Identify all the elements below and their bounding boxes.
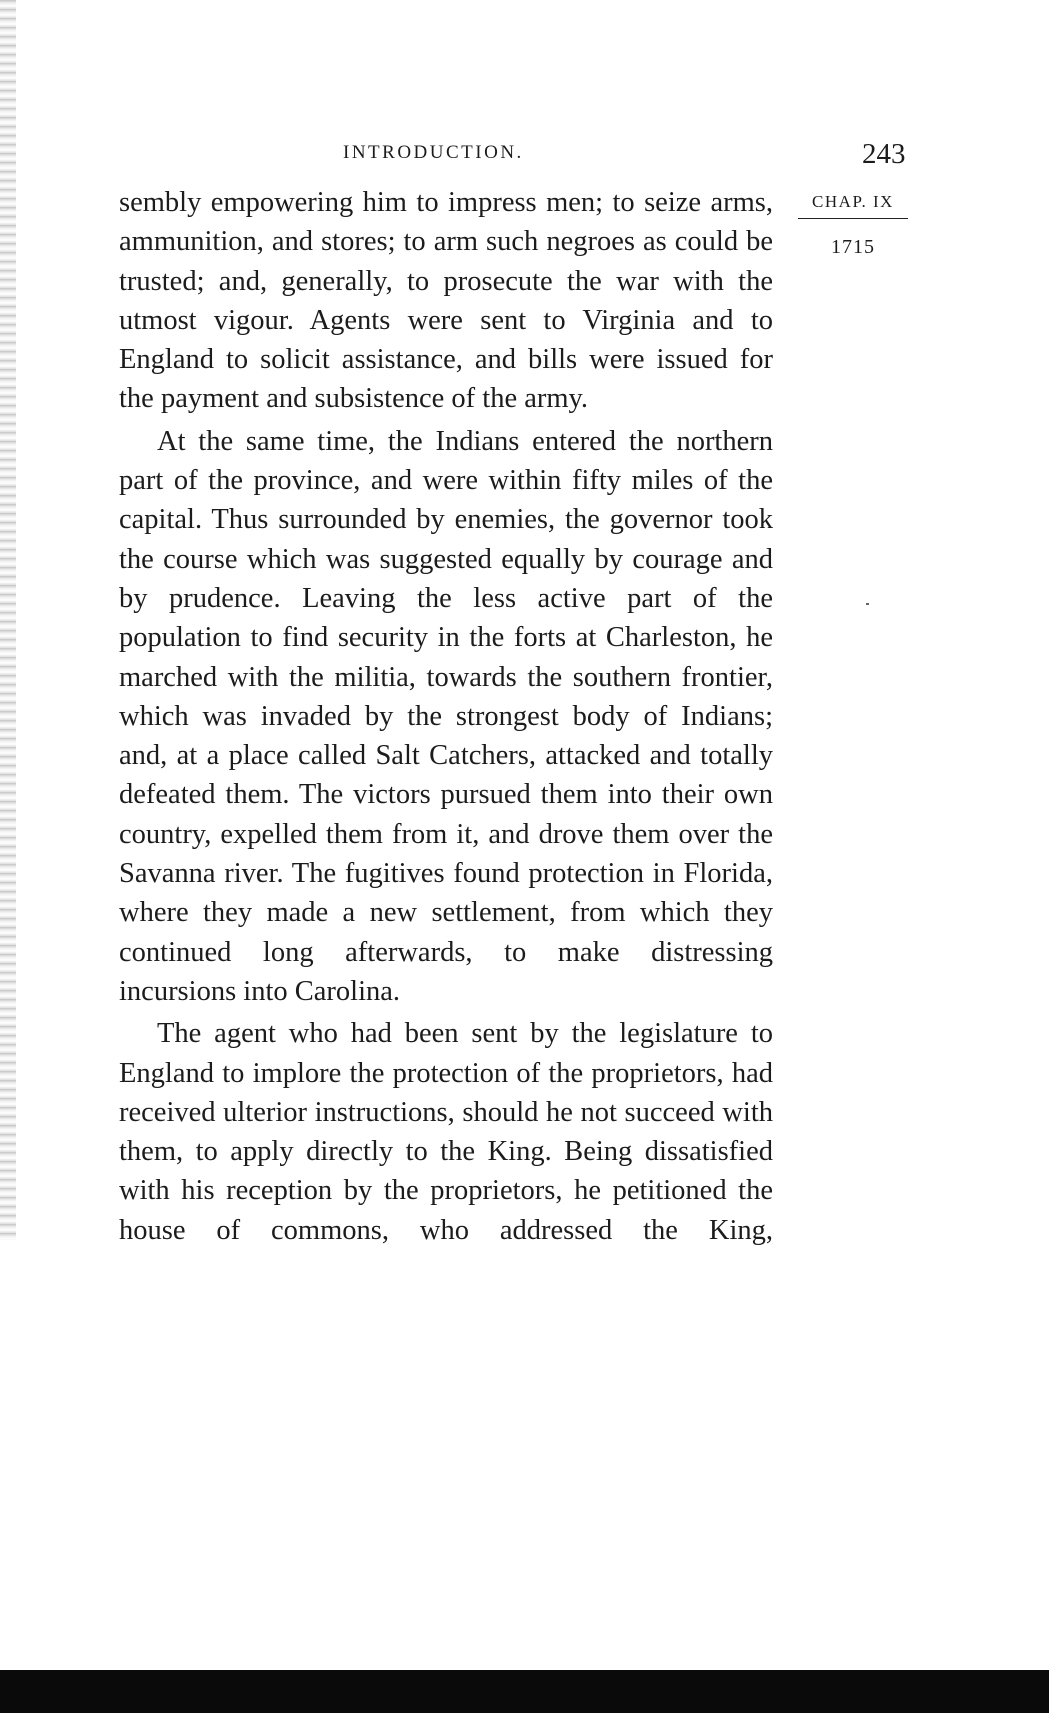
scan-bottom-bar <box>0 1670 1049 1713</box>
paragraph-3: The agent who had been sent by the legislature to England to implore the protection of the proprietors, had received ulterior instructions, should he not succeed with them, to apply directly to the King. Being dissatisfied with his reception by the proprietors, he petitioned the house of commons, who addressed the King, <box>119 1018 773 1246</box>
margin-chapter-label: CHAP. IX <box>798 192 908 219</box>
page-gutter-edge <box>0 0 16 1240</box>
margin-year-label: 1715 <box>831 236 875 258</box>
paragraph-2: At the same time, the Indians entered the northern part of the province, and were within fifty miles of the capital. Thus surrounded by enemies, the governor took the course which was suggested equally by courage and by prudence. Leaving the less active part of the population to find security in the forts at Charleston, he marched with the militia, towards the southern frontier, which was invaded by the strongest body of Indians; and, at a place called Salt Catchers, attacked and totally defeated them. The victors pursued them into their own country, expelled them from it, and drove them over the Savanna river. The fugitives found protection in Florida, where they made a new settlement, from which they continued long afterwards, to make distressing incursions into Carolina. <box>119 425 773 1007</box>
page-number: 243 <box>862 138 906 170</box>
paragraph-1: sembly empowering him to impress men; to seize arms, ammunition, and stores; to arm such negroes as could be trusted; and, generally, to prosecute the war with the utmost vigour. Agents were sent to Virginia and to England to solicit assistance, and bills were issued for the payment and subsistence of the army. <box>119 187 773 415</box>
print-speck <box>866 603 869 605</box>
body-text <box>119 183 773 1250</box>
running-head: INTRODUCTION. <box>343 142 524 163</box>
